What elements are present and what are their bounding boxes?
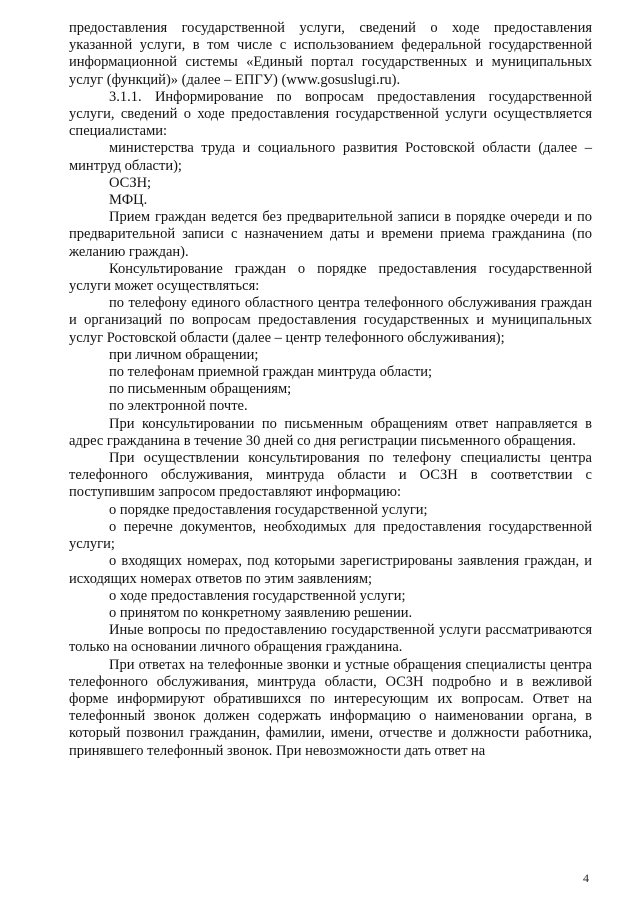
paragraph-personal-visit: при личном обращении; (109, 346, 259, 363)
paragraph-oszn: ОСЗН; (109, 174, 152, 191)
paragraph-info-decision: о принятом по конкретному заявлению решении. (109, 604, 413, 621)
paragraph-consulting-intro: Консультирование граждан о порядке предоставления государственной услуги может осуществляться: (69, 260, 592, 295)
paragraph-reception: Прием граждан ведется без предварительной записи в порядке очереди и по предварительной записи с назначением даты и времени приема гражданина (по желанию граждан). (69, 209, 592, 260)
paragraph-phone-center: по телефону единого областного центра телефонного обслуживания граждан и организаций по вопросам предоставления государственных и муниципальных услуг Ростовской области (далее – центр телефонного обслуживания); (69, 295, 592, 346)
paragraph-written-requests: по письменным обращениям; (109, 381, 292, 398)
paragraph-section-3-1-1: 3.1.1. Информирование по вопросам предоставления государственной услуги, сведений о ходе предоставления государственной услуги осуществляется специалистами: (69, 88, 592, 140)
paragraph-ministry: министерства труда и социального развития Ростовской области (далее – минтруд области); (69, 140, 592, 174)
paragraph-written-response: При консультировании по письменным обращениям ответ направляется в адрес гражданина в течение 30 дней со дня регистрации письменного обращения. (69, 415, 592, 449)
paragraph-info-procedure: о порядке предоставления государственной услуги; (109, 501, 428, 518)
paragraph-phone-consulting: При осуществлении консультирования по телефону специалисты центра телефонного обслуживания, минтруда области и ОСЗН в соответствии с поступившим запросом предоставляют информацию: (69, 450, 592, 501)
paragraph-info-documents: о перечне документов, необходимых для предоставления государственной услуги; (69, 518, 592, 553)
paragraph-phone-answers: При ответах на телефонные звонки и устные обращения специалисты центра телефонного обслуживания, минтруда области, ОСЗН подробно и в вежливой форме информируют обратившихся по интересующим их вопросам. Ответ на телефонный звонок должен содержать информацию о наименовании органа, в который позвонил гражданин, фамилии, имени, отчестве и должности работника, принявшего телефонный звонок. При невозможности дать ответ на (69, 656, 592, 759)
page-number: 4 (583, 871, 589, 885)
paragraph-email: по электронной почте. (109, 398, 248, 415)
paragraph-info-numbers: о входящих номерах, под которыми зарегистрированы заявления граждан, и исходящих номерах ответов по этим заявлениям; (69, 553, 592, 587)
paragraph-info-progress: о ходе предоставления государственной услуги; (109, 587, 406, 604)
paragraph-other-questions: Иные вопросы по предоставлению государственной услуги рассматриваются только на основании личного обращения гражданина. (69, 622, 592, 656)
document-body (69, 20, 592, 760)
paragraph-mfc: МФЦ. (109, 192, 148, 209)
paragraph-continuation: предоставления государственной услуги, сведений о ходе предоставления указанной услуги, в том числе с использованием федеральной государственной информационной системы «Единый портал государственных и муниципальных услуг (функций)» (далее – ЕПГУ) (www.gosuslugi.ru). (69, 20, 592, 88)
paragraph-reception-phones: по телефонам приемной граждан минтруда области; (109, 364, 433, 381)
